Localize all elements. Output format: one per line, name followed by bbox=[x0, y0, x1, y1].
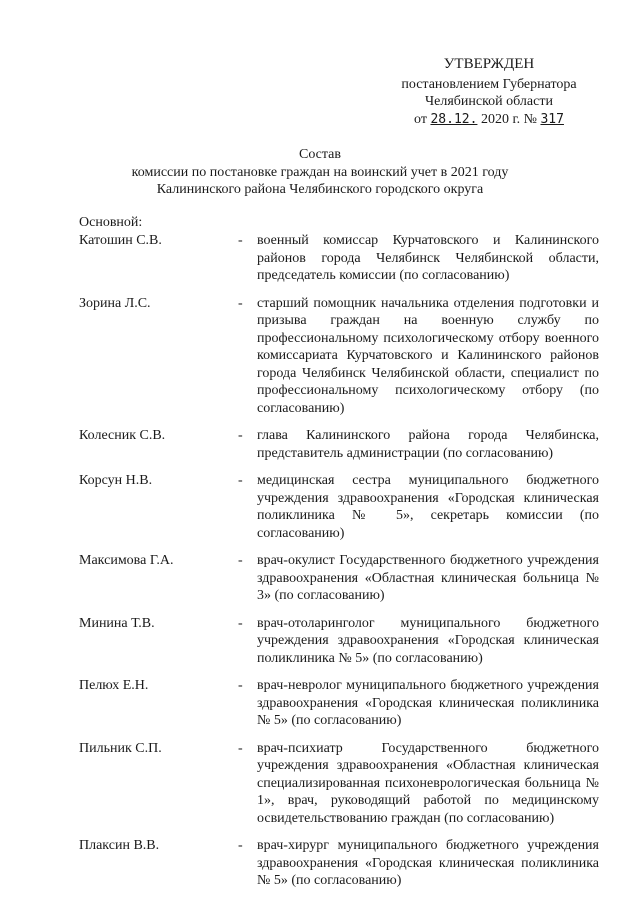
heading-district: Калининского района Челябинского городского округа bbox=[156, 182, 484, 197]
member-dash: - bbox=[238, 233, 243, 248]
approval-stamp bbox=[384, 56, 594, 128]
heading-subtitle: комиссии по постановке граждан на воинский учет в 2021 году bbox=[131, 164, 509, 180]
member-row bbox=[79, 677, 599, 730]
member-dash: - bbox=[238, 428, 243, 443]
approval-title: УТВЕРЖДЕН bbox=[443, 56, 535, 72]
member-dash: - bbox=[238, 473, 243, 488]
member-role: глава Калининского района города Челябинска, представитель администрации (по согласованию) bbox=[257, 428, 599, 461]
approval-region: Челябинской области bbox=[425, 94, 553, 109]
member-dash: - bbox=[238, 740, 243, 756]
approval-authority: постановлением Губернатора bbox=[401, 76, 577, 92]
member-dash: - bbox=[238, 295, 243, 311]
member-name: Пильник С.П. bbox=[79, 740, 162, 756]
member-role: врач-психиатр Государственного бюджетного учреждения здравоохранения «Областная клиническая специализированная психоневрологическая больница № 1», врач, руководящий работой по медицинскому освидетельствованию граждан (по согласованию) bbox=[257, 740, 599, 826]
member-name: Минина Т.В. bbox=[79, 615, 155, 631]
member-name: Плаксин В.В. bbox=[79, 838, 160, 853]
approval-number: 317 bbox=[540, 111, 564, 127]
date-prefix: от bbox=[414, 111, 427, 127]
member-name: Корсун Н.В. bbox=[79, 473, 153, 488]
document-heading bbox=[0, 146, 640, 199]
member-dash: - bbox=[238, 553, 243, 568]
member-row bbox=[79, 427, 599, 462]
member-role: врач-окулист Государственного бюджетного учреждения здравоохранения «Областная клиническая больница № 3» (по согласованию) bbox=[257, 553, 599, 603]
member-row bbox=[79, 232, 599, 285]
member-role: врач-невролог муниципального бюджетного учреждения здравоохранения «Городская клиническая поликлиника № 5» (по согласованию) bbox=[257, 678, 599, 728]
member-dash: - bbox=[238, 678, 243, 693]
member-row bbox=[79, 740, 599, 828]
members-list bbox=[79, 232, 599, 900]
heading-title: Состав bbox=[298, 147, 341, 162]
approval-year: 2020 г. № bbox=[480, 111, 537, 127]
member-name: Катошин С.В. bbox=[79, 233, 162, 248]
member-role: врач-отоларинголог муниципального бюджетного учреждения здравоохранения «Городская клиническая поликлиника № 5» (по согласованию) bbox=[257, 615, 599, 666]
member-row bbox=[79, 472, 599, 542]
member-role: военный комиссар Курчатовского и Калининского районов города Челябинск Челябинской области, председатель комиссии (по согласованию) bbox=[257, 233, 599, 283]
member-row bbox=[79, 295, 599, 418]
member-name: Зорина Л.С. bbox=[79, 295, 151, 311]
member-row bbox=[79, 615, 599, 668]
member-row bbox=[79, 552, 599, 605]
approval-date-line bbox=[384, 111, 594, 129]
member-role: врач-хирург муниципального бюджетного учреждения здравоохранения «Городская клиническая поликлиника № 5» (по согласованию) bbox=[257, 838, 599, 888]
member-row bbox=[79, 837, 599, 890]
member-role: медицинская сестра муниципального бюджетного учреждения здравоохранения «Городская клиническая поликлиника № 5», секретарь комиссии (по согласованию) bbox=[257, 473, 599, 541]
member-name: Пелюх Е.Н. bbox=[79, 678, 149, 693]
member-name: Максимова Г.А. bbox=[79, 553, 174, 568]
member-role: старший помощник начальника отделения подготовки и призыва граждан на военную службу по профессиональному психологическому отбору военного комиссариата Курчатовского и Калининского районов города Челябинск Челябинской области, специалист по профессиональному психологическому отбору (по согласованию) bbox=[257, 295, 599, 416]
section-label: Основной: bbox=[79, 215, 143, 230]
member-dash: - bbox=[238, 838, 243, 853]
member-name: Колесник С.В. bbox=[79, 428, 166, 443]
approval-date: 28.12. bbox=[430, 111, 478, 127]
member-dash: - bbox=[238, 615, 243, 631]
